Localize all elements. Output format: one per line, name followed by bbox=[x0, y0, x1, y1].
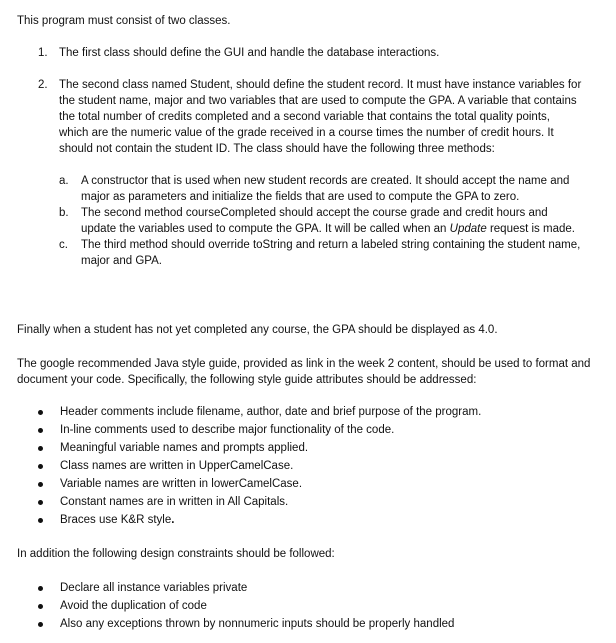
list-item-text: The second class named Student, should define the student record. It must have instance variables for the student name, major and two variables that are used to compute the GPA. A variable that contains the total number of credits completed and a second variable that contains the total quality points, which are the numeric value of the grade received in a course times the number of credit hours. It should not contain the student ID. The class should have the following three methods: bbox=[59, 79, 582, 155]
sub-list-text: The third method should override toString and return a labeled string containing the student name, major and GPA. bbox=[81, 239, 581, 267]
bullet-text: Braces use K&R style bbox=[60, 514, 172, 526]
bullet-icon bbox=[38, 428, 43, 433]
design-constraints-paragraph: In addition the following design constraints should be followed: bbox=[17, 548, 335, 560]
sub-list-item bbox=[59, 237, 582, 269]
bullet-bold-period: . bbox=[171, 514, 175, 526]
bullet-icon bbox=[38, 500, 43, 505]
bullet-text: Meaningful variable names and prompts applied. bbox=[60, 442, 309, 454]
bullet-icon bbox=[38, 482, 43, 487]
sub-list-item bbox=[59, 173, 582, 205]
sub-list-text: A constructor that is used when new student records are created. It should accept the name and major as parameters and initialize the fields that are used to compute the GPA to zero. bbox=[81, 175, 570, 203]
bullet-item bbox=[17, 598, 597, 616]
bullet-item bbox=[17, 512, 597, 530]
bullet-item bbox=[17, 616, 597, 634]
bullet-item bbox=[17, 494, 597, 512]
bullet-icon bbox=[38, 518, 43, 523]
bullet-text: Also any exceptions thrown by nonnumeric inputs should be properly handled bbox=[60, 618, 455, 630]
bullet-icon bbox=[38, 586, 43, 591]
bullet-text: In-line comments used to describe major functionality of the code. bbox=[60, 424, 395, 436]
bullet-text: Class names are written in UpperCamelCase. bbox=[60, 460, 294, 472]
bullet-text: Variable names are written in lowerCamelCase. bbox=[60, 478, 303, 490]
bullet-icon bbox=[38, 446, 43, 451]
bullet-icon bbox=[38, 622, 43, 627]
bullet-text: Declare all instance variables private bbox=[60, 582, 248, 594]
main-list bbox=[17, 45, 582, 269]
design-constraints-list bbox=[17, 580, 597, 634]
bullet-item bbox=[17, 476, 597, 494]
sub-list-item bbox=[59, 205, 582, 237]
bullet-item bbox=[17, 458, 597, 476]
sub-list-text-after: request is made. bbox=[486, 223, 575, 235]
final-note-paragraph: Finally when a student has not yet completed any course, the GPA should be displayed as 4.0. bbox=[17, 324, 498, 336]
emphasis-update: Update bbox=[449, 223, 487, 235]
sub-list-letter: b. bbox=[59, 207, 69, 219]
list-item bbox=[17, 45, 582, 61]
sub-list-text: The second method courseCompleted should accept the course grade and credit hours and update the variables used to compute the GPA. It will be called when an bbox=[81, 207, 548, 235]
sub-list-letter: c. bbox=[59, 239, 68, 251]
bullet-text: Avoid the duplication of code bbox=[60, 600, 207, 612]
list-number: 1. bbox=[38, 47, 48, 59]
sub-list-letter: a. bbox=[59, 175, 69, 187]
style-guide-list bbox=[17, 404, 597, 530]
bullet-item bbox=[17, 580, 597, 598]
bullet-icon bbox=[38, 410, 43, 415]
bullet-icon bbox=[38, 464, 43, 469]
list-item bbox=[17, 77, 582, 269]
bullet-text: Constant names are in written in All Capitals. bbox=[60, 496, 289, 508]
bullet-text: Header comments include filename, author, date and brief purpose of the program. bbox=[60, 406, 482, 418]
bullet-item bbox=[17, 422, 597, 440]
bullet-item bbox=[17, 440, 597, 458]
style-guide-paragraph: The google recommended Java style guide, provided as link in the week 2 content, should be used to format and document your code. Specifically, the following style guide attributes should be addressed: bbox=[17, 358, 591, 386]
bullet-icon bbox=[38, 604, 43, 609]
list-item-text: The first class should define the GUI and handle the database interactions. bbox=[59, 47, 440, 59]
bullet-item bbox=[17, 404, 597, 422]
intro-paragraph: This program must consist of two classes. bbox=[17, 15, 231, 27]
sub-list bbox=[59, 173, 582, 269]
list-number: 2. bbox=[38, 79, 48, 91]
